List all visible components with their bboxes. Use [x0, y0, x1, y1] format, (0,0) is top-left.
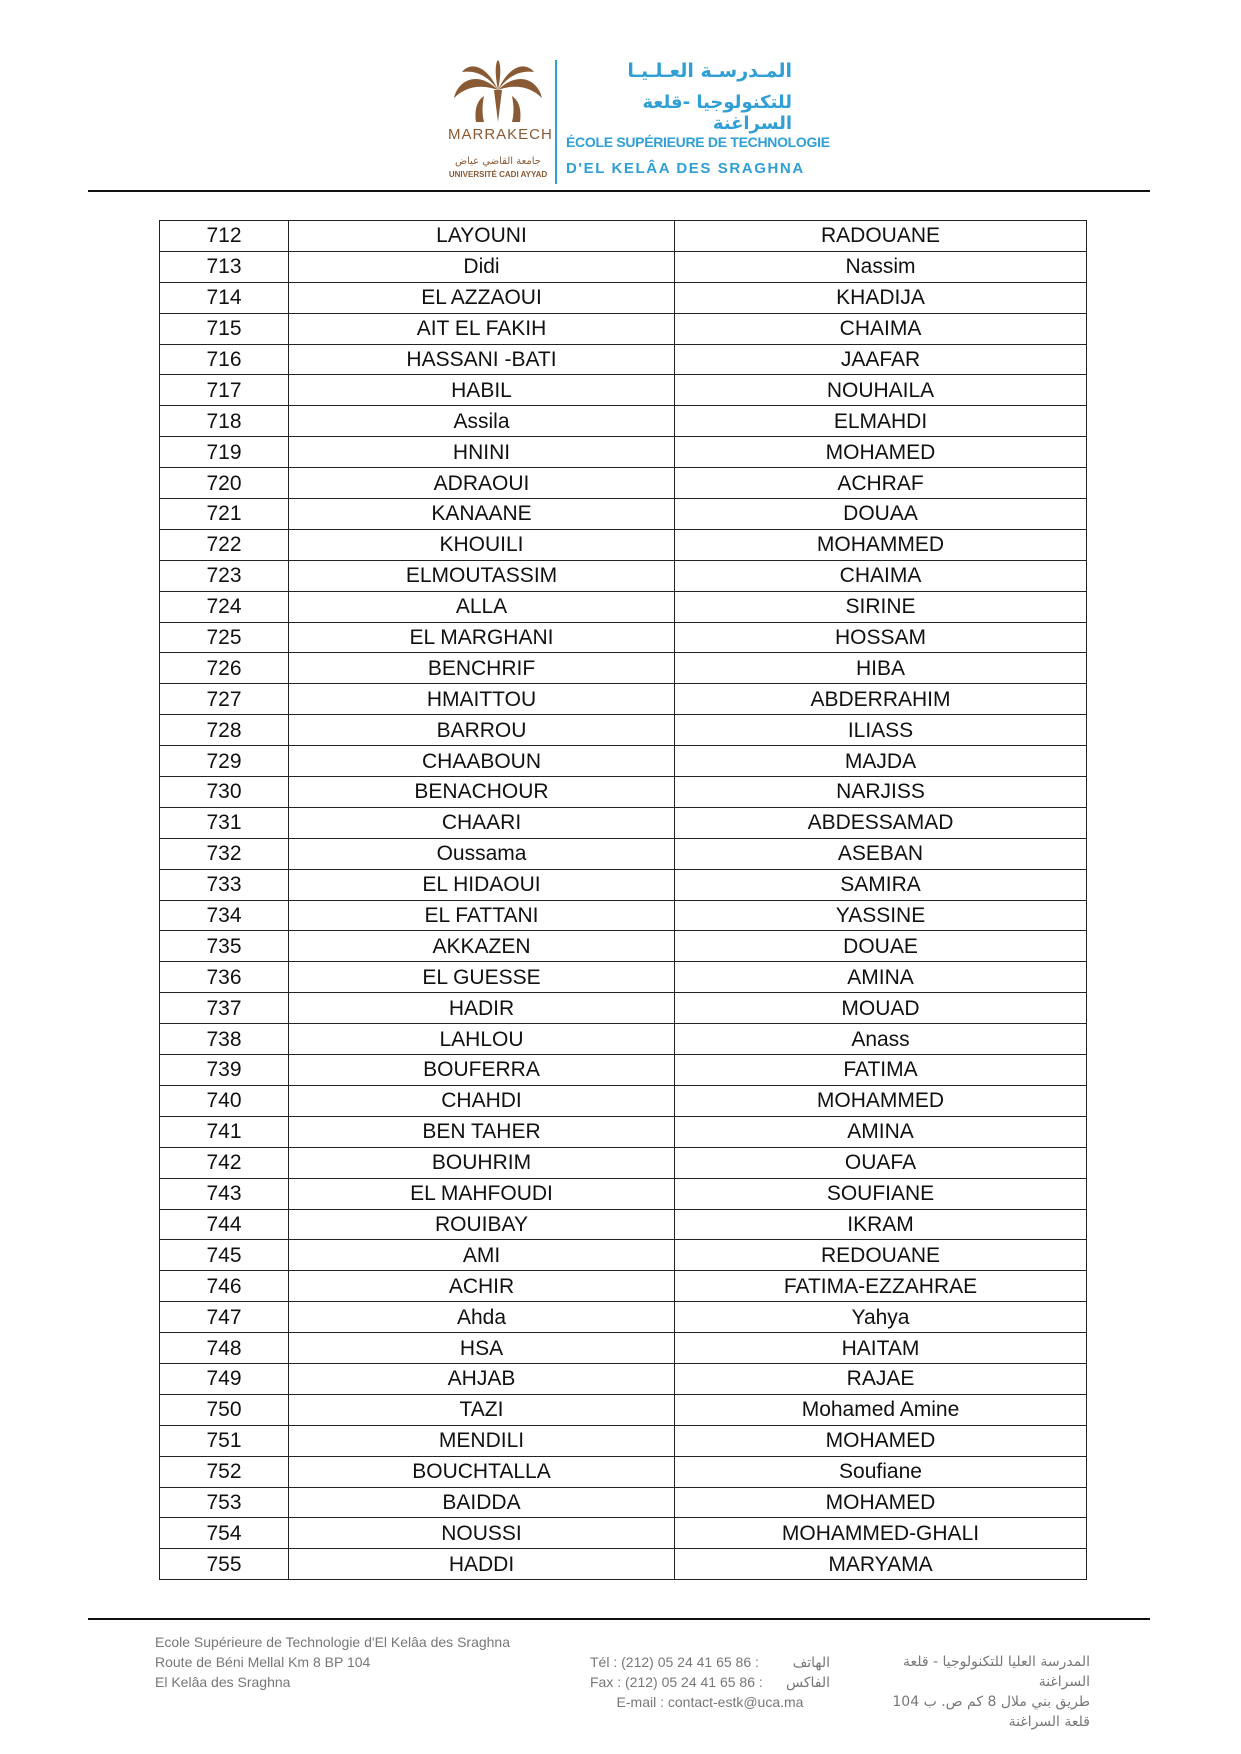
last-name-cell: KHOUILI	[289, 529, 675, 560]
first-name-cell: JAAFAR	[675, 344, 1087, 375]
first-name-cell: Yahya	[675, 1302, 1087, 1333]
table-row	[160, 468, 1087, 499]
student-number-cell: 734	[160, 900, 289, 931]
table-row	[160, 715, 1087, 746]
student-number-cell: 743	[160, 1178, 289, 1209]
last-name-cell: BOUHRIM	[289, 1147, 675, 1178]
table-row	[160, 1333, 1087, 1364]
last-name-cell: EL AZZAOUI	[289, 282, 675, 313]
last-name-cell: EL MAHFOUDI	[289, 1178, 675, 1209]
student-number-cell: 747	[160, 1302, 289, 1333]
first-name-cell: MOHAMMED	[675, 529, 1087, 560]
student-number-cell: 754	[160, 1518, 289, 1549]
last-name-cell: CHAHDI	[289, 1085, 675, 1116]
student-number-cell: 748	[160, 1333, 289, 1364]
last-name-cell: LAHLOU	[289, 1024, 675, 1055]
footer-address-line: El Kelâa des Sraghna	[155, 1674, 291, 1690]
last-name-cell: Didi	[289, 251, 675, 282]
last-name-cell: MENDILI	[289, 1425, 675, 1456]
header-divider	[555, 60, 557, 184]
footer-address-line: Ecole Supérieure de Technologie d'El Kelâa des Sraghna	[155, 1634, 510, 1650]
first-name-cell: SIRINE	[675, 591, 1087, 622]
first-name-cell: NARJISS	[675, 777, 1087, 808]
student-number-cell: 749	[160, 1363, 289, 1394]
first-name-cell: MAJDA	[675, 746, 1087, 777]
table-row	[160, 1271, 1087, 1302]
student-number-cell: 715	[160, 313, 289, 344]
table-row	[160, 1425, 1087, 1456]
last-name-cell: CHAARI	[289, 807, 675, 838]
footer-address-arabic	[850, 1652, 1090, 1732]
table-row	[160, 900, 1087, 931]
table-row	[160, 1240, 1087, 1271]
footer-fax: Fax : (212) 05 24 41 65 86 :	[590, 1674, 763, 1690]
footer-phone: Tél : (212) 05 24 41 65 86 :	[590, 1654, 759, 1670]
logo-university-arabic: جامعة القاضي عياض	[454, 156, 541, 167]
last-name-cell: HASSANI -BATI	[289, 344, 675, 375]
table-row	[160, 406, 1087, 437]
last-name-cell: AMI	[289, 1240, 675, 1271]
student-number-cell: 712	[160, 221, 289, 252]
student-number-cell: 741	[160, 1116, 289, 1147]
table-row	[160, 1055, 1087, 1086]
last-name-cell: NOUSSI	[289, 1518, 675, 1549]
first-name-cell: AMINA	[675, 1116, 1087, 1147]
last-name-cell: CHAABOUN	[289, 746, 675, 777]
first-name-cell: ELMAHDI	[675, 406, 1087, 437]
table-row	[160, 1147, 1087, 1178]
table-row	[160, 962, 1087, 993]
last-name-cell: HMAITTOU	[289, 684, 675, 715]
first-name-cell: ASEBAN	[675, 838, 1087, 869]
footer-email: E-mail : contact-estk@uca.ma	[616, 1694, 804, 1710]
table-row	[160, 282, 1087, 313]
table-row	[160, 1116, 1087, 1147]
last-name-cell: BEN TAHER	[289, 1116, 675, 1147]
last-name-cell: HABIL	[289, 375, 675, 406]
footer-contact	[590, 1652, 830, 1712]
table-row	[160, 344, 1087, 375]
footer-address-french	[155, 1632, 510, 1692]
last-name-cell: BAIDDA	[289, 1487, 675, 1518]
last-name-cell: EL MARGHANI	[289, 622, 675, 653]
student-number-cell: 713	[160, 251, 289, 282]
first-name-cell: HIBA	[675, 653, 1087, 684]
first-name-cell: ILIASS	[675, 715, 1087, 746]
table-row	[160, 1394, 1087, 1425]
table-row	[160, 437, 1087, 468]
last-name-cell: HADDI	[289, 1549, 675, 1580]
student-number-cell: 730	[160, 777, 289, 808]
footer-phone-ar: الهاتف	[792, 1654, 830, 1670]
table-row	[160, 746, 1087, 777]
student-number-cell: 731	[160, 807, 289, 838]
school-name-french-line1: ÉCOLE SUPÉRIEURE DE TECHNOLOGIE	[566, 134, 830, 150]
first-name-cell: MARYAMA	[675, 1549, 1087, 1580]
footer-address-ar-line: قلعة السراغنة	[1008, 1714, 1090, 1730]
table-row	[160, 1456, 1087, 1487]
student-number-cell: 724	[160, 591, 289, 622]
school-name-french-line2: D'EL KELÂA DES SRAGHNA	[566, 160, 805, 177]
footer-fax-ar: الفاكس	[785, 1674, 830, 1690]
first-name-cell: Soufiane	[675, 1456, 1087, 1487]
footer-rule	[88, 1618, 1150, 1620]
last-name-cell: EL FATTANI	[289, 900, 675, 931]
table-row	[160, 1209, 1087, 1240]
student-number-cell: 738	[160, 1024, 289, 1055]
table-row	[160, 1302, 1087, 1333]
first-name-cell: SAMIRA	[675, 869, 1087, 900]
table-row	[160, 1178, 1087, 1209]
table-row	[160, 499, 1087, 530]
first-name-cell: HAITAM	[675, 1333, 1087, 1364]
palm-emblem-icon	[448, 60, 548, 130]
first-name-cell: ABDERRAHIM	[675, 684, 1087, 715]
footer-address-line: Route de Béni Mellal Km 8 BP 104	[155, 1654, 371, 1670]
table-row	[160, 1549, 1087, 1580]
student-number-cell: 746	[160, 1271, 289, 1302]
last-name-cell: ADRAOUI	[289, 468, 675, 499]
table-row	[160, 684, 1087, 715]
last-name-cell: ACHIR	[289, 1271, 675, 1302]
student-number-cell: 727	[160, 684, 289, 715]
first-name-cell: FATIMA	[675, 1055, 1087, 1086]
student-number-cell: 719	[160, 437, 289, 468]
student-roster-table	[159, 220, 1087, 1580]
table-row	[160, 993, 1087, 1024]
student-number-cell: 723	[160, 560, 289, 591]
table-row	[160, 653, 1087, 684]
student-number-cell: 726	[160, 653, 289, 684]
first-name-cell: Nassim	[675, 251, 1087, 282]
first-name-cell: FATIMA-EZZAHRAE	[675, 1271, 1087, 1302]
table-row	[160, 622, 1087, 653]
first-name-cell: YASSINE	[675, 900, 1087, 931]
first-name-cell: MOHAMED	[675, 1425, 1087, 1456]
logo-university-french: UNIVERSITÉ CADI AYYAD	[448, 170, 548, 179]
first-name-cell: MOUAD	[675, 993, 1087, 1024]
last-name-cell: EL GUESSE	[289, 962, 675, 993]
first-name-cell: IKRAM	[675, 1209, 1087, 1240]
student-number-cell: 716	[160, 344, 289, 375]
school-name-arabic-line2: للتكنولوجيا -قلعة السراغنة	[642, 92, 792, 134]
footer-address-ar-line: المدرسة العليا للتكنولوجيا - قلعة السراغنة	[902, 1654, 1090, 1690]
student-number-cell: 736	[160, 962, 289, 993]
student-number-cell: 752	[160, 1456, 289, 1487]
last-name-cell: AHJAB	[289, 1363, 675, 1394]
first-name-cell: MOHAMMED	[675, 1085, 1087, 1116]
first-name-cell: ABDESSAMAD	[675, 807, 1087, 838]
table-row	[160, 1085, 1087, 1116]
student-number-cell: 735	[160, 931, 289, 962]
student-number-cell: 742	[160, 1147, 289, 1178]
last-name-cell: AKKAZEN	[289, 931, 675, 962]
first-name-cell: MOHAMMED-GHALI	[675, 1518, 1087, 1549]
logo-city-label: MARRAKECH	[448, 126, 553, 143]
table-row	[160, 1487, 1087, 1518]
table-row	[160, 869, 1087, 900]
student-number-cell: 744	[160, 1209, 289, 1240]
table-row	[160, 931, 1087, 962]
header-rule	[88, 190, 1150, 192]
first-name-cell: DOUAA	[675, 499, 1087, 530]
table-row	[160, 529, 1087, 560]
first-name-cell: Mohamed Amine	[675, 1394, 1087, 1425]
table-row	[160, 560, 1087, 591]
last-name-cell: TAZI	[289, 1394, 675, 1425]
table-row	[160, 1363, 1087, 1394]
last-name-cell: Assila	[289, 406, 675, 437]
first-name-cell: RAJAE	[675, 1363, 1087, 1394]
table-row	[160, 591, 1087, 622]
student-number-cell: 750	[160, 1394, 289, 1425]
last-name-cell: ROUIBAY	[289, 1209, 675, 1240]
last-name-cell: HSA	[289, 1333, 675, 1364]
first-name-cell: MOHAMED	[675, 437, 1087, 468]
student-number-cell: 739	[160, 1055, 289, 1086]
first-name-cell: Anass	[675, 1024, 1087, 1055]
first-name-cell: ACHRAF	[675, 468, 1087, 499]
last-name-cell: Ahda	[289, 1302, 675, 1333]
last-name-cell: KANAANE	[289, 499, 675, 530]
student-number-cell: 721	[160, 499, 289, 530]
last-name-cell: HADIR	[289, 993, 675, 1024]
student-number-cell: 725	[160, 622, 289, 653]
first-name-cell: SOUFIANE	[675, 1178, 1087, 1209]
student-number-cell: 755	[160, 1549, 289, 1580]
student-number-cell: 718	[160, 406, 289, 437]
first-name-cell: OUAFA	[675, 1147, 1087, 1178]
table-row	[160, 838, 1087, 869]
table-row	[160, 251, 1087, 282]
last-name-cell: BENACHOUR	[289, 777, 675, 808]
first-name-cell: NOUHAILA	[675, 375, 1087, 406]
student-number-cell: 751	[160, 1425, 289, 1456]
last-name-cell: EL HIDAOUI	[289, 869, 675, 900]
first-name-cell: CHAIMA	[675, 560, 1087, 591]
first-name-cell: DOUAE	[675, 931, 1087, 962]
table-row	[160, 807, 1087, 838]
first-name-cell: REDOUANE	[675, 1240, 1087, 1271]
first-name-cell: RADOUANE	[675, 221, 1087, 252]
last-name-cell: LAYOUNI	[289, 221, 675, 252]
footer-address-ar-line: طريق بني ملال 8 كم ص. ب 104	[892, 1694, 1090, 1710]
last-name-cell: Oussama	[289, 838, 675, 869]
table-row	[160, 375, 1087, 406]
last-name-cell: ELMOUTASSIM	[289, 560, 675, 591]
student-number-cell: 745	[160, 1240, 289, 1271]
table-row	[160, 777, 1087, 808]
last-name-cell: BOUCHTALLA	[289, 1456, 675, 1487]
student-number-cell: 717	[160, 375, 289, 406]
table-row	[160, 1518, 1087, 1549]
first-name-cell: AMINA	[675, 962, 1087, 993]
student-number-cell: 728	[160, 715, 289, 746]
first-name-cell: CHAIMA	[675, 313, 1087, 344]
student-number-cell: 737	[160, 993, 289, 1024]
first-name-cell: KHADIJA	[675, 282, 1087, 313]
last-name-cell: HNINI	[289, 437, 675, 468]
last-name-cell: BOUFERRA	[289, 1055, 675, 1086]
table-row	[160, 313, 1087, 344]
student-number-cell: 733	[160, 869, 289, 900]
roster-body	[160, 221, 1087, 1580]
table-row	[160, 221, 1087, 252]
last-name-cell: AIT EL FAKIH	[289, 313, 675, 344]
school-name-arabic-line1: المـدرسـة العـلـيـا	[627, 60, 792, 82]
student-number-cell: 732	[160, 838, 289, 869]
student-number-cell: 729	[160, 746, 289, 777]
student-number-cell: 753	[160, 1487, 289, 1518]
student-number-cell: 722	[160, 529, 289, 560]
table-row	[160, 1024, 1087, 1055]
first-name-cell: MOHAMED	[675, 1487, 1087, 1518]
student-number-cell: 740	[160, 1085, 289, 1116]
student-number-cell: 714	[160, 282, 289, 313]
student-number-cell: 720	[160, 468, 289, 499]
last-name-cell: BARROU	[289, 715, 675, 746]
first-name-cell: HOSSAM	[675, 622, 1087, 653]
last-name-cell: ALLA	[289, 591, 675, 622]
last-name-cell: BENCHRIF	[289, 653, 675, 684]
